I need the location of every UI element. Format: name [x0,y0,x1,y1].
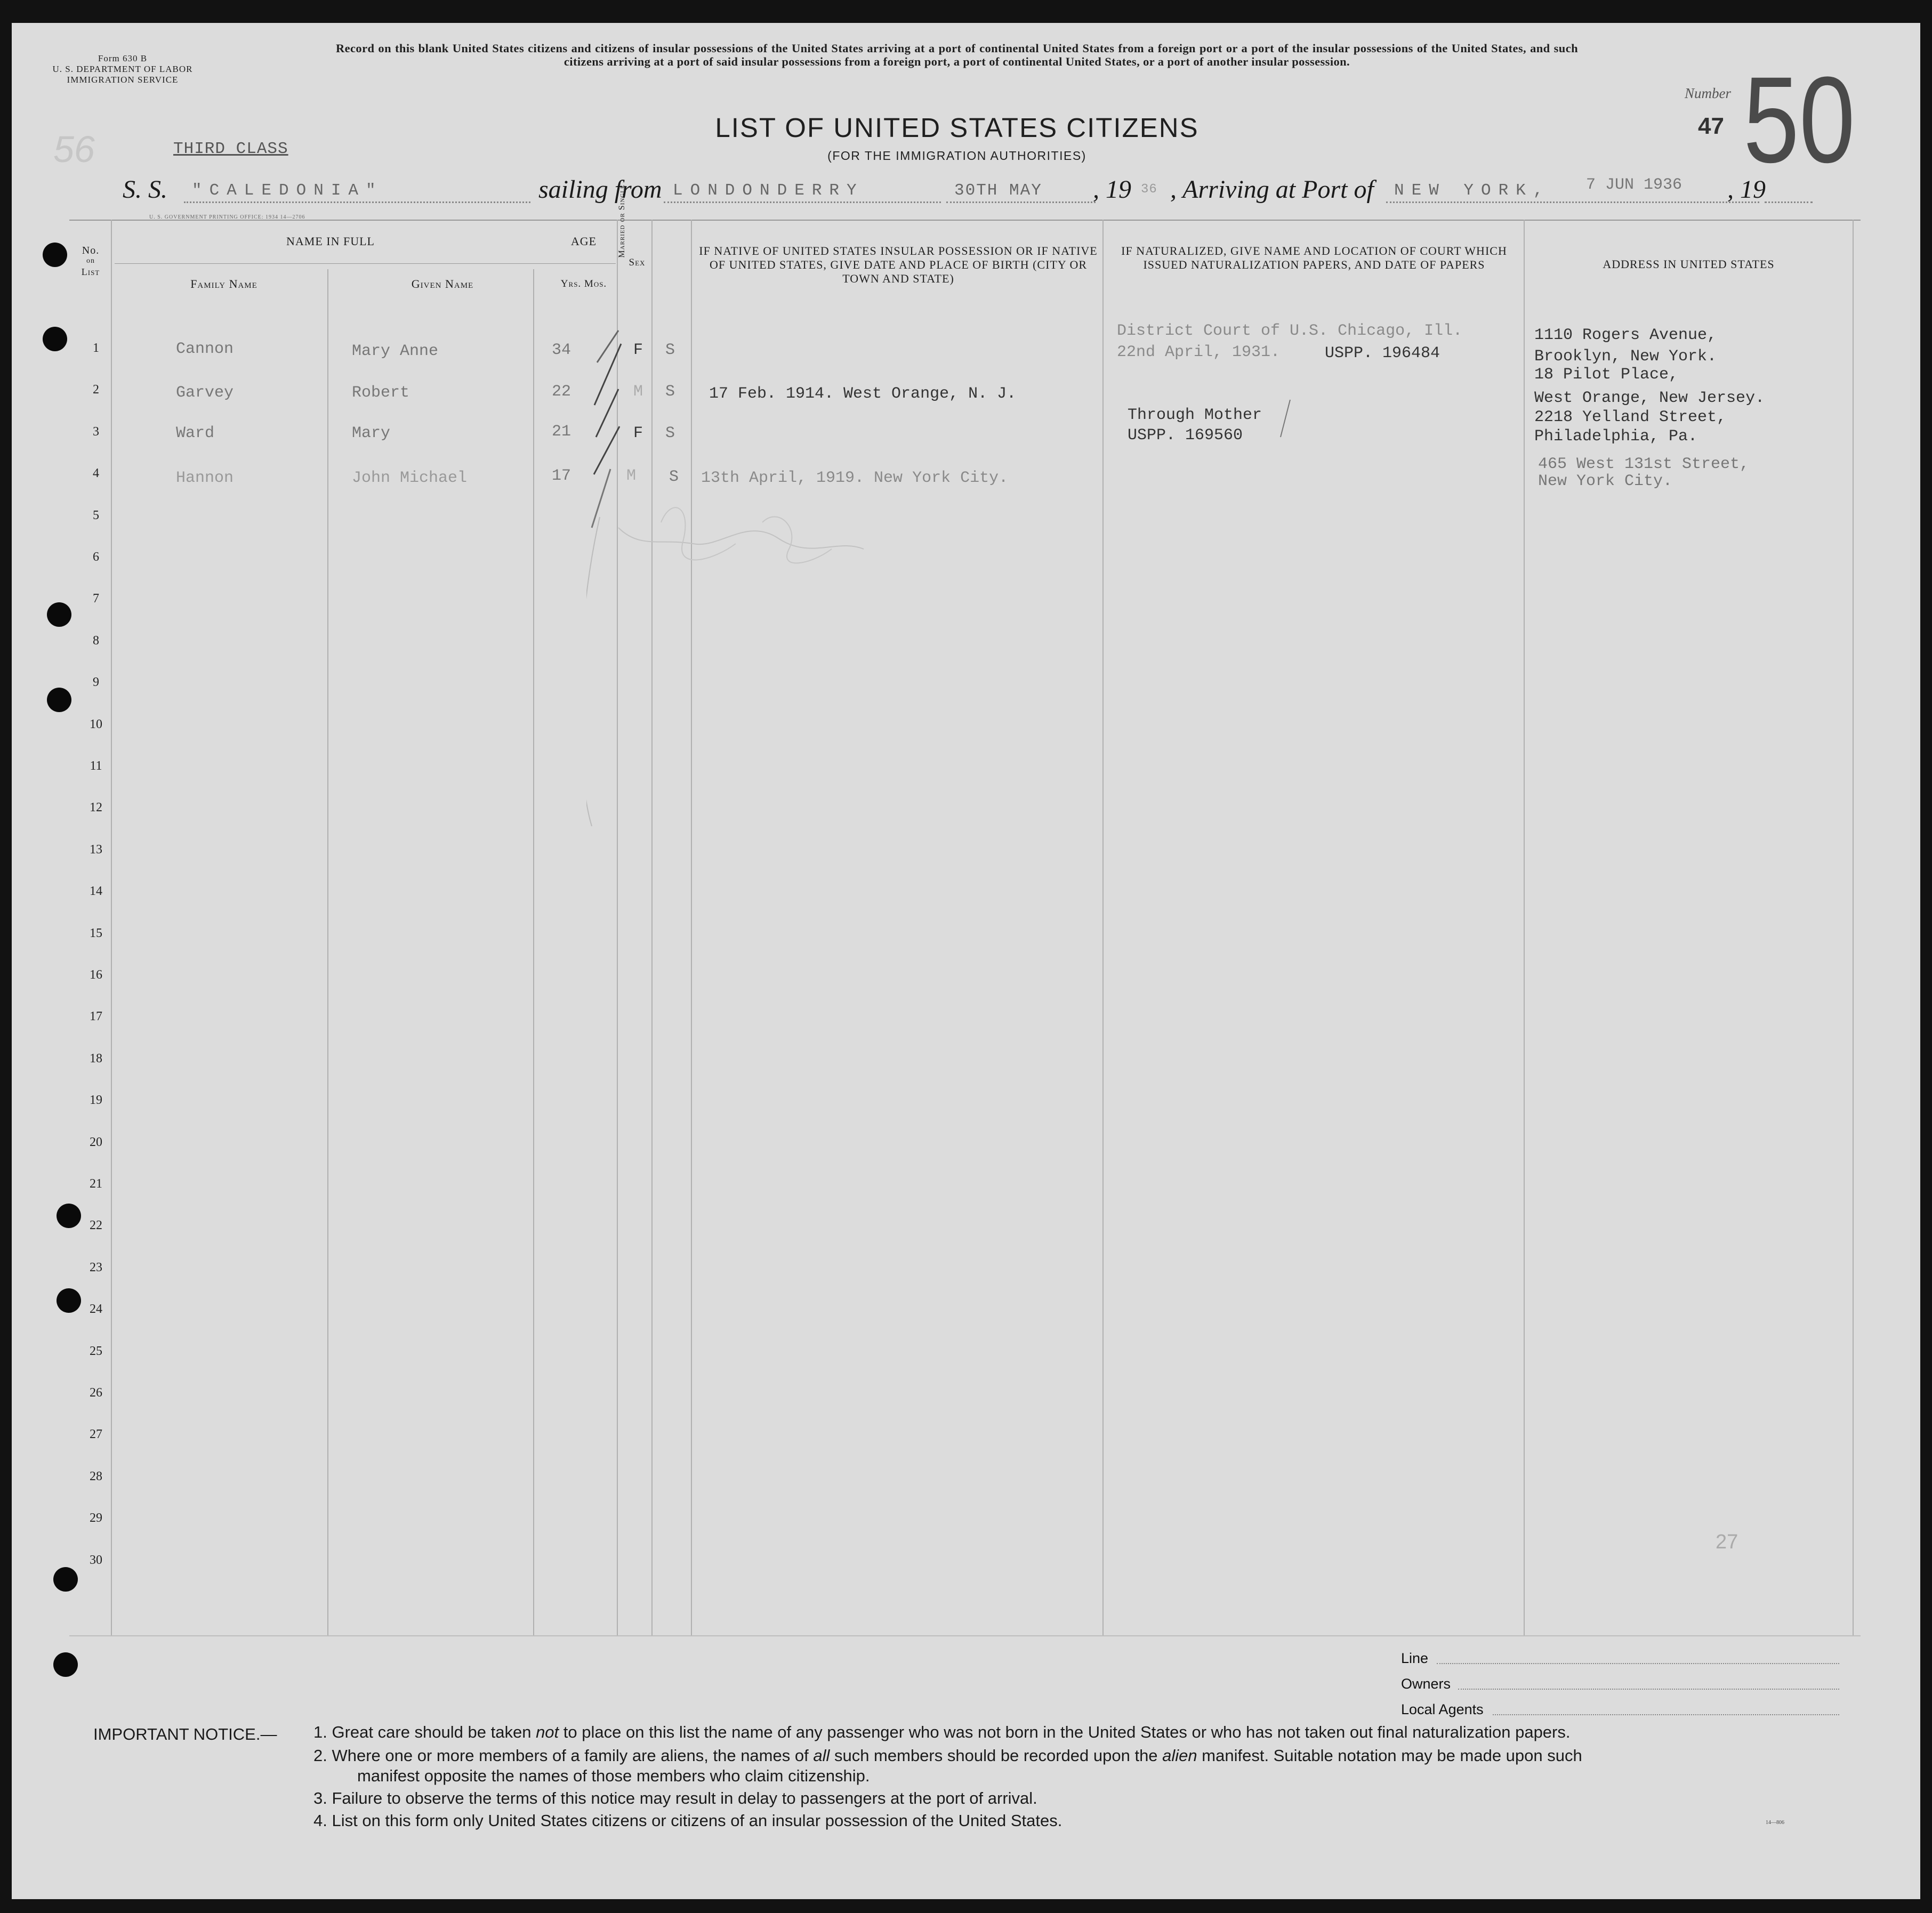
record-instructions: Record on this blank United States citizens and citizens of insular possessions of the United States arriving at a port of continental United States from a foreign port or a port of the insular possessions of the United States, and such citizens arriving at a port of said insular possessions from a foreign port, a port of continental United States, or a port of another insular possession. [336,42,1578,68]
list-number-stamp: 50 [1743,51,1855,188]
sex: M [626,467,637,485]
column-rule [533,269,534,1635]
sex: F [633,341,643,359]
list-number-handwritten: 47 [1698,113,1724,139]
uspp-number-2: USPP. 169560 [1128,426,1243,445]
number-label: Number [1685,85,1731,101]
table-top-rule [69,220,1861,221]
row-number: 12 [90,801,102,815]
year-prefix-2: , 19 [1727,175,1766,204]
col-header-no: No. on List [81,245,100,277]
court-line-1: District Court of U.S. Chicago, Ill. [1117,322,1463,340]
ship-name-rule [184,201,530,203]
notice-item-3: 3. Failure to observe the terms of this notice may result in delay to passengers at the port of arrival. [313,1789,1037,1807]
row-number: 1 [93,341,99,355]
row-number: 15 [90,926,102,940]
departure-port-rule [664,201,941,203]
page-title: LIST OF UNITED STATES CITIZENS [715,112,1199,143]
row-number: 25 [90,1344,102,1358]
binder-hole [57,1204,81,1228]
row-number: 29 [90,1511,102,1525]
page-subtitle: (FOR THE IMMIGRATION AUTHORITIES) [827,149,1086,163]
column-rule [327,269,328,1635]
notice-item-2: 2. Where one or more members of a family are aliens, the names of all such members should be recorded upon the alien manifest. Suitable notation may be made upon such [313,1746,1582,1765]
departure-date-rule [946,201,1096,203]
row-number: 20 [90,1135,102,1149]
family-name: Ward [176,424,215,442]
given-name: John Michael [352,469,468,487]
binder-hole [53,1567,78,1592]
col-header-family-name: Family Name [190,277,257,290]
sailing-label: sailing from [538,175,662,204]
column-rule [1853,220,1854,1635]
local-agents-label: Local Agents [1401,1701,1484,1717]
address-line: 18 Pilot Place, [1534,366,1679,384]
departure-date: 30TH MAY [954,181,1042,200]
address-line: West Orange, New Jersey. [1534,389,1765,407]
print-office-note: U. S. GOVERNMENT PRINTING OFFICE: 1934 14—2706 [149,214,305,220]
row-number: 2 [93,383,99,397]
row-number: 14 [90,884,102,899]
binder-hole [43,243,67,267]
notice-item-4: 4. List on this form only United States citizens or citizens of an insular possession of the United States. [313,1811,1062,1830]
arrival-port: NEW YORK, [1394,181,1551,200]
court-line-2: 22nd April, 1931. [1117,343,1281,361]
address-line: 2218 Yelland Street, [1534,408,1727,426]
binder-hole [57,1288,81,1313]
binder-hole [47,688,71,712]
col-header-sex: Sex [629,257,646,268]
local-agents-rule [1493,1714,1839,1715]
row-number: 3 [93,424,99,439]
address-line: 1110 Rogers Avenue, [1534,326,1717,344]
department-name: U. S. DEPARTMENT OF LABOR [52,64,193,74]
ship-name: "CALEDONIA" [192,181,383,200]
row-number: 30 [90,1553,102,1567]
col-header-marital: Married or Single [617,184,626,258]
marital-status: S [665,424,675,442]
row-number: 27 [90,1427,102,1442]
row-number: 24 [90,1302,102,1317]
address-line: Philadelphia, Pa. [1534,427,1698,446]
given-name: Mary [352,424,391,442]
birth-date-place: 17 Feb. 1914. West Orange, N. J. [709,385,1017,403]
age: 17 [552,467,571,485]
marital-status: S [665,341,675,359]
age: 22 [552,383,571,401]
uspp-number-1: USPP. 196484 [1325,344,1440,362]
table-bottom-rule [69,1635,1861,1636]
owners-rule [1458,1689,1839,1690]
binder-hole [43,327,67,351]
row-number: 18 [90,1051,102,1066]
arrival-year-rule [1765,201,1813,203]
given-name: Robert [352,384,410,402]
col-header-name-in-full: NAME IN FULL [286,235,375,248]
address-line: Brooklyn, New York. [1534,348,1717,366]
col-header-age: AGE [570,235,597,248]
family-name: Garvey [176,384,234,402]
row-number: 4 [93,466,99,481]
marital-status: S [665,383,675,401]
row-number: 7 [93,592,99,606]
form-code: 14—806 [1766,1820,1784,1826]
departure-port: LONDONDERRY [673,181,864,200]
col-header-yrs-mos: Yrs. Mos. [560,278,607,289]
arrival-date-stamp: 7 JUN 1936 [1586,176,1683,194]
row-number: 23 [90,1260,102,1274]
binder-hole [53,1652,78,1677]
address-line: 465 West 131st Street, [1538,455,1750,473]
col-header-address: ADDRESS IN UNITED STATES [1603,257,1775,271]
handwritten-marks [586,293,1120,869]
notice-item-1: 1. Great care should be taken not to place on this list the name of any passenger who was not born in the United States or who has not taken out final naturalization papers. [313,1723,1571,1741]
family-name: Hannon [176,469,234,487]
line-label: Line [1401,1650,1429,1666]
family-name: Cannon [176,340,234,358]
col-header-given-name: Given Name [411,277,474,290]
row-number: 28 [90,1469,102,1483]
address-line: New York City. [1538,472,1673,490]
col-header-native: IF NATIVE OF UNITED STATES INSULAR POSSESSION OR IF NATIVE OF UNITED STATES, GIVE DATE AND PLACE OF BIRTH (CITY OR TOWN AND STATE) [699,244,1098,285]
row-number: 16 [90,968,102,982]
marital-status: S [669,468,679,486]
row-number: 17 [90,1010,102,1024]
service-name: IMMIGRATION SERVICE [67,75,179,85]
row-number: 9 [93,675,99,690]
owners-label: Owners [1401,1676,1451,1692]
notice-title: IMPORTANT NOTICE.— [93,1725,277,1744]
form-number: Form 630 B [98,53,148,63]
ss-label: S. S. [123,175,167,204]
check-mark-icon [1269,394,1301,442]
age: 34 [552,341,571,359]
row-number: 26 [90,1386,102,1400]
row-number: 6 [93,550,99,564]
class-stamp: THIRD CLASS [173,140,288,158]
pencil-mark: 56 [53,128,95,170]
age: 21 [552,423,571,441]
column-rule [1524,220,1525,1635]
row-number: 10 [90,717,102,731]
line-rule [1437,1663,1839,1664]
notice-item-2-continued: manifest opposite the names of those members who claim citizenship. [357,1766,870,1785]
sex: F [633,424,643,442]
birth-date-place: 13th April, 1919. New York City. [701,469,1009,487]
row-number: 8 [93,633,99,648]
name-age-rule [115,263,616,264]
departure-year: 36 [1141,182,1157,197]
year-prefix-1: , 19 [1093,175,1131,204]
sex: M [633,383,643,401]
page-tally: 27 [1716,1531,1738,1553]
arrival-port-rule [1386,201,1759,203]
row-number: 22 [90,1218,102,1233]
given-name: Mary Anne [352,342,439,360]
arriving-label: , Arriving at Port of [1170,175,1374,204]
binder-hole [47,602,71,627]
row-number: 19 [90,1093,102,1108]
row-number: 21 [90,1177,102,1191]
form-issuer [43,53,203,85]
row-number: 5 [93,508,99,522]
col-header-naturalized: IF NATURALIZED, GIVE NAME AND LOCATION OF COURT WHICH ISSUED NATURALIZATION PAPERS, AND DATE OF PAPERS [1121,244,1507,271]
through-mother-note: Through Mother [1128,406,1262,424]
row-number: 13 [90,842,102,857]
row-number: 11 [90,759,102,773]
